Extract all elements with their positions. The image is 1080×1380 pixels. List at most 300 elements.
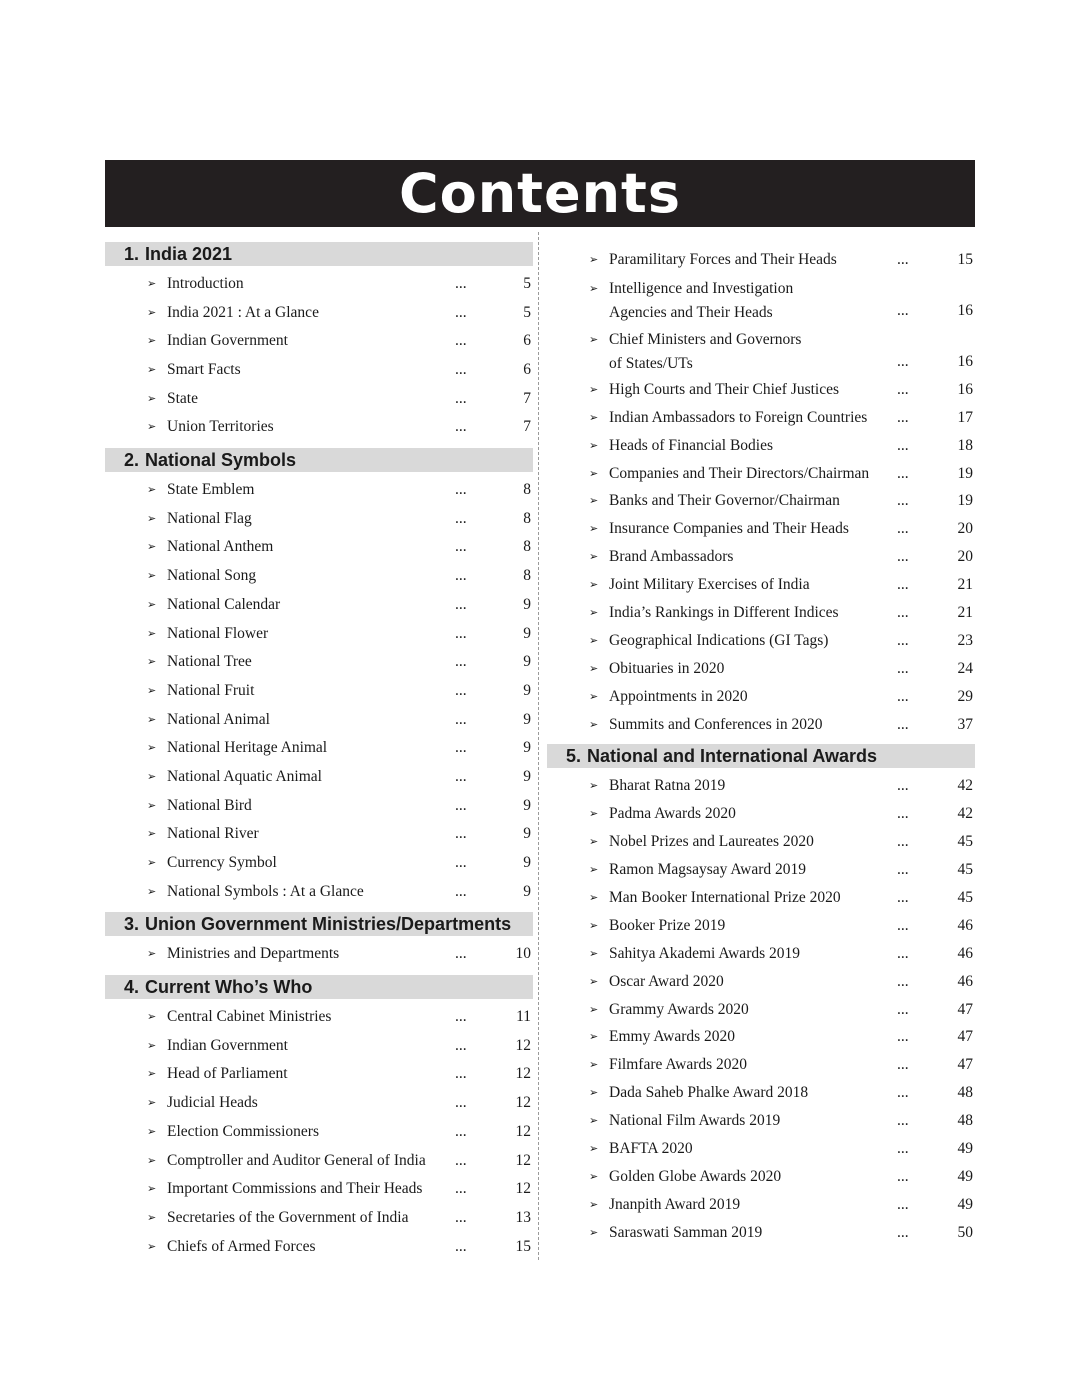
toc-entry[interactable] bbox=[547, 940, 975, 968]
toc-entry-title-line: Heads of Financial Bodies bbox=[609, 436, 774, 454]
toc-entry-title bbox=[167, 849, 455, 878]
section-title: National and International Awards bbox=[587, 746, 878, 767]
toc-entry-title bbox=[609, 1191, 897, 1219]
toc-entry-title bbox=[609, 515, 897, 543]
page-number: 6 bbox=[523, 332, 531, 350]
toc-entry-title bbox=[609, 884, 897, 912]
arrowhead-bullet-icon: ➢ bbox=[589, 606, 599, 619]
toc-entry[interactable] bbox=[105, 706, 533, 735]
toc-entry[interactable] bbox=[105, 849, 533, 878]
toc-entry[interactable] bbox=[105, 562, 533, 591]
toc-entry[interactable] bbox=[547, 376, 975, 404]
leader-dots: ... bbox=[897, 805, 909, 823]
page-number: 16 bbox=[957, 380, 973, 398]
page-number: 9 bbox=[523, 796, 531, 814]
section-heading[interactable] bbox=[105, 912, 533, 936]
toc-entry[interactable] bbox=[547, 856, 975, 884]
section-heading[interactable] bbox=[105, 448, 533, 472]
leader-dots: ... bbox=[455, 653, 467, 671]
toc-entry-title-line: Nobel Prizes and Laureates 2020 bbox=[609, 833, 814, 851]
toc-entry[interactable] bbox=[547, 1107, 975, 1135]
toc-entry[interactable] bbox=[105, 878, 533, 907]
toc-entry-title bbox=[167, 763, 455, 792]
arrowhead-bullet-icon: ➢ bbox=[147, 1210, 157, 1224]
arrowhead-bullet-icon: ➢ bbox=[147, 683, 157, 697]
toc-entry-title-line: Intelligence and Investigation bbox=[609, 279, 794, 297]
toc-entry[interactable] bbox=[547, 912, 975, 940]
leader-dots: ... bbox=[455, 418, 467, 436]
toc-entry-title bbox=[609, 912, 897, 940]
toc-entry-title bbox=[609, 432, 897, 460]
toc-entry-title bbox=[167, 706, 455, 735]
toc-entry[interactable] bbox=[547, 246, 975, 274]
page-number: 10 bbox=[515, 945, 531, 963]
leader-dots: ... bbox=[455, 1151, 467, 1169]
section-heading[interactable] bbox=[105, 242, 533, 266]
toc-entry-title bbox=[167, 820, 455, 849]
toc-entry-title-line: Banks and Their Governor/Chairman bbox=[609, 492, 840, 510]
toc-entry[interactable] bbox=[547, 968, 975, 996]
page-number: 9 bbox=[523, 710, 531, 728]
toc-entry-list bbox=[105, 999, 533, 1261]
arrowhead-bullet-icon: ➢ bbox=[147, 1182, 157, 1196]
toc-entry-title bbox=[609, 1163, 897, 1191]
toc-entry[interactable] bbox=[547, 996, 975, 1024]
leader-dots: ... bbox=[897, 548, 909, 566]
toc-entry-title-line: BAFTA 2020 bbox=[609, 1140, 693, 1158]
contents-title-banner bbox=[105, 160, 975, 227]
leader-dots: ... bbox=[897, 631, 909, 649]
arrowhead-bullet-icon: ➢ bbox=[589, 918, 599, 932]
toc-entry[interactable] bbox=[105, 505, 533, 534]
page-number: 20 bbox=[957, 548, 973, 566]
page-number: 49 bbox=[957, 1167, 973, 1185]
toc-entry-title bbox=[167, 940, 455, 969]
toc-entry-title bbox=[167, 1147, 455, 1176]
arrowhead-bullet-icon: ➢ bbox=[147, 363, 157, 377]
toc-entry-title-line: Jnanpith Award 2019 bbox=[609, 1195, 741, 1213]
toc-entry-title bbox=[167, 385, 455, 414]
toc-entry-title bbox=[167, 533, 455, 562]
arrowhead-bullet-icon: ➢ bbox=[589, 1114, 599, 1128]
toc-entry[interactable] bbox=[547, 800, 975, 828]
leader-dots: ... bbox=[897, 889, 909, 907]
toc-entry-title-line: Introduction bbox=[167, 274, 244, 292]
page-number: 21 bbox=[957, 604, 973, 621]
page-number: 5 bbox=[523, 274, 531, 292]
page-number: 45 bbox=[957, 889, 973, 907]
toc-entry[interactable] bbox=[105, 534, 533, 563]
arrowhead-bullet-icon: ➢ bbox=[147, 511, 157, 525]
toc-entry[interactable] bbox=[547, 627, 975, 655]
toc-entry-title bbox=[609, 996, 897, 1024]
page-number: 23 bbox=[957, 631, 973, 649]
page-number: 12 bbox=[515, 1094, 531, 1112]
toc-entry-title-line: Election Commissioners bbox=[167, 1122, 319, 1140]
arrowhead-bullet-icon: ➢ bbox=[147, 334, 157, 348]
arrowhead-bullet-icon: ➢ bbox=[589, 578, 599, 592]
page-number: 8 bbox=[523, 509, 531, 527]
toc-entry[interactable] bbox=[547, 772, 975, 800]
toc-entry-title-line: Dada Saheb Phalke Award 2018 bbox=[609, 1084, 809, 1102]
arrowhead-bullet-icon: ➢ bbox=[147, 884, 157, 898]
toc-entry[interactable] bbox=[547, 487, 975, 515]
toc-entry-title-line: National Bird bbox=[167, 796, 252, 814]
toc-entry-title-line: Booker Prize 2019 bbox=[609, 916, 726, 934]
toc-entry[interactable] bbox=[105, 327, 533, 356]
toc-entry-title-line: Saraswati Samman 2019 bbox=[609, 1223, 763, 1241]
toc-entry-title bbox=[167, 1089, 455, 1118]
toc-entry-title-line: National Film Awards 2019 bbox=[609, 1112, 781, 1130]
toc-entry-title bbox=[609, 1051, 897, 1079]
toc-entry[interactable] bbox=[105, 1032, 533, 1061]
page-number: 45 bbox=[957, 861, 973, 879]
toc-entry[interactable] bbox=[547, 1051, 975, 1079]
toc-entry[interactable] bbox=[105, 1204, 533, 1233]
toc-entry-title-line: Chief Ministers and Governors bbox=[609, 330, 802, 348]
toc-right-column bbox=[547, 242, 975, 1253]
arrowhead-bullet-icon: ➢ bbox=[147, 1124, 157, 1138]
toc-entry[interactable] bbox=[105, 677, 533, 706]
page-number: 16 bbox=[957, 352, 973, 370]
leader-dots: ... bbox=[897, 604, 909, 621]
arrowhead-bullet-icon: ➢ bbox=[589, 1197, 599, 1211]
toc-entry[interactable] bbox=[105, 1003, 533, 1032]
toc-entry[interactable] bbox=[547, 543, 975, 571]
section-number: 4. bbox=[124, 977, 140, 998]
toc-entry[interactable] bbox=[547, 325, 975, 376]
toc-entry-title bbox=[167, 792, 455, 821]
toc-entry[interactable] bbox=[105, 792, 533, 821]
toc-entry[interactable] bbox=[547, 599, 975, 627]
toc-entry[interactable] bbox=[547, 655, 975, 683]
leader-dots: ... bbox=[897, 687, 909, 705]
toc-entry-title-line: Brand Ambassadors bbox=[609, 548, 734, 566]
toc-entry-title-line: High Courts and Their Chief Justices bbox=[609, 380, 840, 398]
leader-dots: ... bbox=[455, 1237, 467, 1255]
arrowhead-bullet-icon: ➢ bbox=[147, 569, 157, 583]
arrowhead-bullet-icon: ➢ bbox=[147, 947, 157, 961]
toc-entry-title bbox=[609, 543, 897, 571]
column-divider bbox=[538, 232, 539, 1260]
toc-entry-title bbox=[167, 270, 455, 299]
toc-entry[interactable] bbox=[105, 476, 533, 505]
arrowhead-bullet-icon: ➢ bbox=[589, 891, 599, 905]
toc-entry-title bbox=[167, 1118, 455, 1147]
leader-dots: ... bbox=[455, 595, 467, 613]
toc-entry-title-line: Currency Symbol bbox=[167, 854, 277, 872]
toc-entry-title bbox=[609, 487, 897, 515]
toc-entry[interactable] bbox=[105, 356, 533, 385]
toc-entry[interactable] bbox=[547, 1191, 975, 1219]
arrowhead-bullet-icon: ➢ bbox=[147, 827, 157, 841]
leader-dots: ... bbox=[897, 972, 909, 990]
arrowhead-bullet-icon: ➢ bbox=[589, 779, 599, 793]
toc-entry-title-line: Union Territories bbox=[167, 418, 274, 436]
page-number: 7 bbox=[523, 389, 531, 407]
toc-entry[interactable] bbox=[547, 711, 975, 739]
toc-entry-title bbox=[167, 620, 455, 649]
arrowhead-bullet-icon: ➢ bbox=[589, 689, 599, 703]
toc-entry[interactable] bbox=[547, 432, 975, 460]
toc-entry[interactable] bbox=[547, 515, 975, 543]
arrowhead-bullet-icon: ➢ bbox=[589, 1225, 599, 1239]
toc-entry-title bbox=[167, 677, 455, 706]
page-number: 6 bbox=[523, 361, 531, 379]
toc-entry[interactable] bbox=[547, 1135, 975, 1163]
leader-dots: ... bbox=[897, 464, 909, 482]
arrowhead-bullet-icon: ➢ bbox=[589, 466, 599, 480]
toc-entry-title-line: Companies and Their Directors/Chairman bbox=[609, 464, 870, 482]
leader-dots: ... bbox=[897, 833, 909, 851]
leader-dots: ... bbox=[897, 520, 909, 538]
toc-entry-title-line: Oscar Award 2020 bbox=[609, 972, 724, 990]
leader-dots: ... bbox=[897, 715, 909, 733]
toc-entry[interactable] bbox=[105, 1147, 533, 1176]
toc-entry-title bbox=[609, 800, 897, 828]
leader-dots: ... bbox=[455, 361, 467, 379]
toc-entry-title bbox=[609, 571, 897, 599]
toc-entry[interactable] bbox=[105, 648, 533, 677]
leader-dots: ... bbox=[897, 492, 909, 510]
toc-entry-title bbox=[167, 356, 455, 385]
toc-entry-title-line: Ministries and Departments bbox=[167, 945, 340, 963]
section-heading[interactable] bbox=[547, 744, 975, 768]
toc-entry-title-line: Insurance Companies and Their Heads bbox=[609, 520, 849, 538]
page-number: 47 bbox=[957, 1028, 973, 1046]
toc-entry-title-line: State bbox=[167, 389, 198, 407]
leader-dots: ... bbox=[455, 739, 467, 757]
toc-entry-title-line: Indian Ambassadors to Foreign Countries bbox=[609, 408, 868, 426]
toc-entry-title-line: Head of Parliament bbox=[167, 1065, 288, 1083]
toc-entry[interactable] bbox=[547, 460, 975, 488]
toc-entry[interactable] bbox=[547, 1163, 975, 1191]
page-number: 9 bbox=[523, 825, 531, 843]
toc-entry-title bbox=[609, 277, 897, 325]
toc-entry-title bbox=[167, 1032, 455, 1061]
page-number: 5 bbox=[523, 303, 531, 321]
leader-dots: ... bbox=[455, 1008, 467, 1026]
arrowhead-bullet-icon: ➢ bbox=[589, 1058, 599, 1072]
toc-entry-title bbox=[167, 648, 455, 677]
toc-entry-title-line: Bharat Ratna 2019 bbox=[609, 777, 726, 795]
toc-entry-title bbox=[609, 711, 897, 739]
leader-dots: ... bbox=[455, 710, 467, 728]
toc-entry-title bbox=[609, 460, 897, 488]
toc-entry[interactable] bbox=[547, 884, 975, 912]
toc-entry[interactable] bbox=[105, 385, 533, 414]
arrowhead-bullet-icon: ➢ bbox=[147, 1010, 157, 1024]
arrowhead-bullet-icon: ➢ bbox=[589, 494, 599, 508]
toc-entry[interactable] bbox=[547, 1079, 975, 1107]
leader-dots: ... bbox=[897, 777, 909, 795]
leader-dots: ... bbox=[455, 1122, 467, 1140]
arrowhead-bullet-icon: ➢ bbox=[147, 276, 157, 290]
arrowhead-bullet-icon: ➢ bbox=[589, 1030, 599, 1044]
page-number: 29 bbox=[957, 687, 973, 705]
toc-entry-title-line: National Tree bbox=[167, 653, 252, 671]
arrowhead-bullet-icon: ➢ bbox=[589, 332, 599, 346]
leader-dots: ... bbox=[897, 1167, 909, 1185]
arrowhead-bullet-icon: ➢ bbox=[589, 410, 599, 424]
leader-dots: ... bbox=[897, 1000, 909, 1018]
toc-entry[interactable] bbox=[547, 1219, 975, 1247]
toc-entry-title bbox=[609, 856, 897, 884]
toc-entry[interactable] bbox=[105, 820, 533, 849]
page-number: 9 bbox=[523, 653, 531, 671]
toc-entry[interactable] bbox=[547, 828, 975, 856]
toc-entry[interactable] bbox=[105, 1118, 533, 1147]
section-number: 1. bbox=[124, 244, 140, 264]
leader-dots: ... bbox=[455, 538, 467, 556]
page-number: 12 bbox=[515, 1036, 531, 1054]
leader-dots: ... bbox=[897, 861, 909, 879]
toc-entry[interactable] bbox=[105, 1061, 533, 1090]
toc-entry-title-line: Joint Military Exercises of India bbox=[609, 576, 810, 594]
leader-dots: ... bbox=[897, 659, 909, 677]
arrowhead-bullet-icon: ➢ bbox=[589, 281, 599, 295]
toc-entry-title-line: of States/UTs bbox=[609, 354, 693, 372]
leader-dots: ... bbox=[897, 1028, 909, 1046]
page-number: 47 bbox=[957, 1056, 973, 1074]
page-number: 20 bbox=[957, 520, 973, 538]
toc-entry-title-line: Paramilitary Forces and Their Heads bbox=[609, 250, 837, 268]
toc-entry[interactable] bbox=[547, 683, 975, 711]
toc-entry-title-line: National Anthem bbox=[167, 538, 274, 556]
toc-entry-list bbox=[547, 242, 975, 738]
toc-entry[interactable] bbox=[547, 274, 975, 325]
page-number: 9 bbox=[523, 595, 531, 613]
toc-entry[interactable] bbox=[547, 404, 975, 432]
toc-entry-title bbox=[609, 246, 897, 274]
arrowhead-bullet-icon: ➢ bbox=[147, 1153, 157, 1167]
toc-entry-title bbox=[609, 940, 897, 968]
leader-dots: ... bbox=[897, 250, 909, 268]
arrowhead-bullet-icon: ➢ bbox=[147, 597, 157, 611]
toc-entry[interactable] bbox=[105, 1089, 533, 1118]
toc-entry-title bbox=[609, 1079, 897, 1107]
arrowhead-bullet-icon: ➢ bbox=[147, 483, 157, 497]
section-number: 2. bbox=[124, 450, 140, 471]
page-number: 50 bbox=[957, 1223, 973, 1241]
toc-entry-title-line: National Heritage Animal bbox=[167, 739, 328, 757]
toc-entry-title bbox=[609, 1135, 897, 1163]
toc-entry-title-line: Sahitya Akademi Awards 2019 bbox=[609, 944, 801, 962]
leader-dots: ... bbox=[455, 509, 467, 527]
arrowhead-bullet-icon: ➢ bbox=[147, 856, 157, 870]
toc-entry[interactable] bbox=[105, 940, 533, 969]
leader-dots: ... bbox=[897, 436, 909, 454]
toc-entry-title bbox=[167, 1003, 455, 1032]
page-number: 19 bbox=[957, 464, 973, 482]
toc-entry-title-line: Secretaries of the Government of India bbox=[167, 1208, 409, 1226]
toc-entry-title bbox=[167, 299, 455, 328]
toc-entry[interactable] bbox=[105, 620, 533, 649]
toc-entry-title bbox=[609, 772, 897, 800]
toc-entry[interactable] bbox=[547, 1023, 975, 1051]
leader-dots: ... bbox=[455, 825, 467, 843]
toc-entry[interactable] bbox=[105, 299, 533, 328]
toc-entry-title bbox=[609, 655, 897, 683]
toc-entry-title bbox=[609, 683, 897, 711]
arrowhead-bullet-icon: ➢ bbox=[147, 798, 157, 812]
page-number: 45 bbox=[957, 833, 973, 851]
section-heading[interactable] bbox=[105, 975, 533, 999]
toc-entry-list bbox=[105, 266, 533, 442]
toc-entry-title bbox=[167, 1060, 455, 1089]
leader-dots: ... bbox=[455, 796, 467, 814]
leader-dots: ... bbox=[455, 303, 467, 321]
toc-entry-title-line: Emmy Awards 2020 bbox=[609, 1028, 736, 1046]
toc-entry-title bbox=[167, 734, 455, 763]
leader-dots: ... bbox=[897, 1223, 909, 1241]
arrowhead-bullet-icon: ➢ bbox=[589, 382, 599, 396]
toc-entry-title-line: Filmfare Awards 2020 bbox=[609, 1056, 748, 1074]
toc-entry[interactable] bbox=[105, 591, 533, 620]
leader-dots: ... bbox=[897, 944, 909, 962]
toc-entry-title bbox=[609, 1219, 897, 1247]
toc-entry-title-line: Golden Globe Awards 2020 bbox=[609, 1167, 782, 1185]
leader-dots: ... bbox=[455, 767, 467, 785]
leader-dots: ... bbox=[455, 681, 467, 699]
toc-entry-title-line: Smart Facts bbox=[167, 361, 241, 379]
toc-entry-title-line: Agencies and Their Heads bbox=[609, 303, 773, 321]
toc-entry[interactable] bbox=[105, 413, 533, 442]
leader-dots: ... bbox=[455, 1180, 467, 1198]
toc-entry-title bbox=[167, 591, 455, 620]
toc-entry-title-line: National Fruit bbox=[167, 681, 255, 699]
toc-entry[interactable] bbox=[547, 571, 975, 599]
page-number: 49 bbox=[957, 1140, 973, 1158]
toc-entry-title bbox=[609, 1107, 897, 1135]
page-number: 48 bbox=[957, 1112, 973, 1130]
toc-entry[interactable] bbox=[105, 734, 533, 763]
arrowhead-bullet-icon: ➢ bbox=[589, 438, 599, 452]
leader-dots: ... bbox=[897, 1056, 909, 1074]
toc-entry-title bbox=[167, 1233, 455, 1262]
leader-dots: ... bbox=[897, 1084, 909, 1102]
leader-dots: ... bbox=[455, 1036, 467, 1054]
leader-dots: ... bbox=[897, 380, 909, 398]
arrowhead-bullet-icon: ➢ bbox=[147, 305, 157, 319]
toc-entry[interactable] bbox=[105, 1233, 533, 1262]
page-number: 13 bbox=[515, 1208, 531, 1226]
arrowhead-bullet-icon: ➢ bbox=[589, 1169, 599, 1183]
leader-dots: ... bbox=[897, 1140, 909, 1158]
toc-entry-title bbox=[609, 1023, 897, 1051]
arrowhead-bullet-icon: ➢ bbox=[589, 252, 599, 266]
toc-entry-title-line: Central Cabinet Ministries bbox=[167, 1008, 332, 1026]
toc-entry-title bbox=[167, 413, 455, 442]
leader-dots: ... bbox=[455, 1065, 467, 1083]
toc-left-column bbox=[105, 242, 533, 1267]
page-number: 48 bbox=[957, 1084, 973, 1102]
leader-dots: ... bbox=[455, 945, 467, 963]
section-title: National Symbols bbox=[145, 450, 297, 471]
toc-entry-list bbox=[105, 472, 533, 906]
toc-entry[interactable] bbox=[105, 270, 533, 299]
leader-dots: ... bbox=[897, 352, 909, 370]
page-number: 46 bbox=[957, 916, 973, 934]
toc-entry-title bbox=[167, 476, 455, 505]
section-title: India 2021 bbox=[145, 244, 233, 264]
page-number: 19 bbox=[957, 492, 973, 510]
page-number: 9 bbox=[523, 854, 531, 872]
arrowhead-bullet-icon: ➢ bbox=[589, 661, 599, 675]
toc-entry[interactable] bbox=[105, 1175, 533, 1204]
toc-entry[interactable] bbox=[105, 763, 533, 792]
leader-dots: ... bbox=[455, 274, 467, 292]
